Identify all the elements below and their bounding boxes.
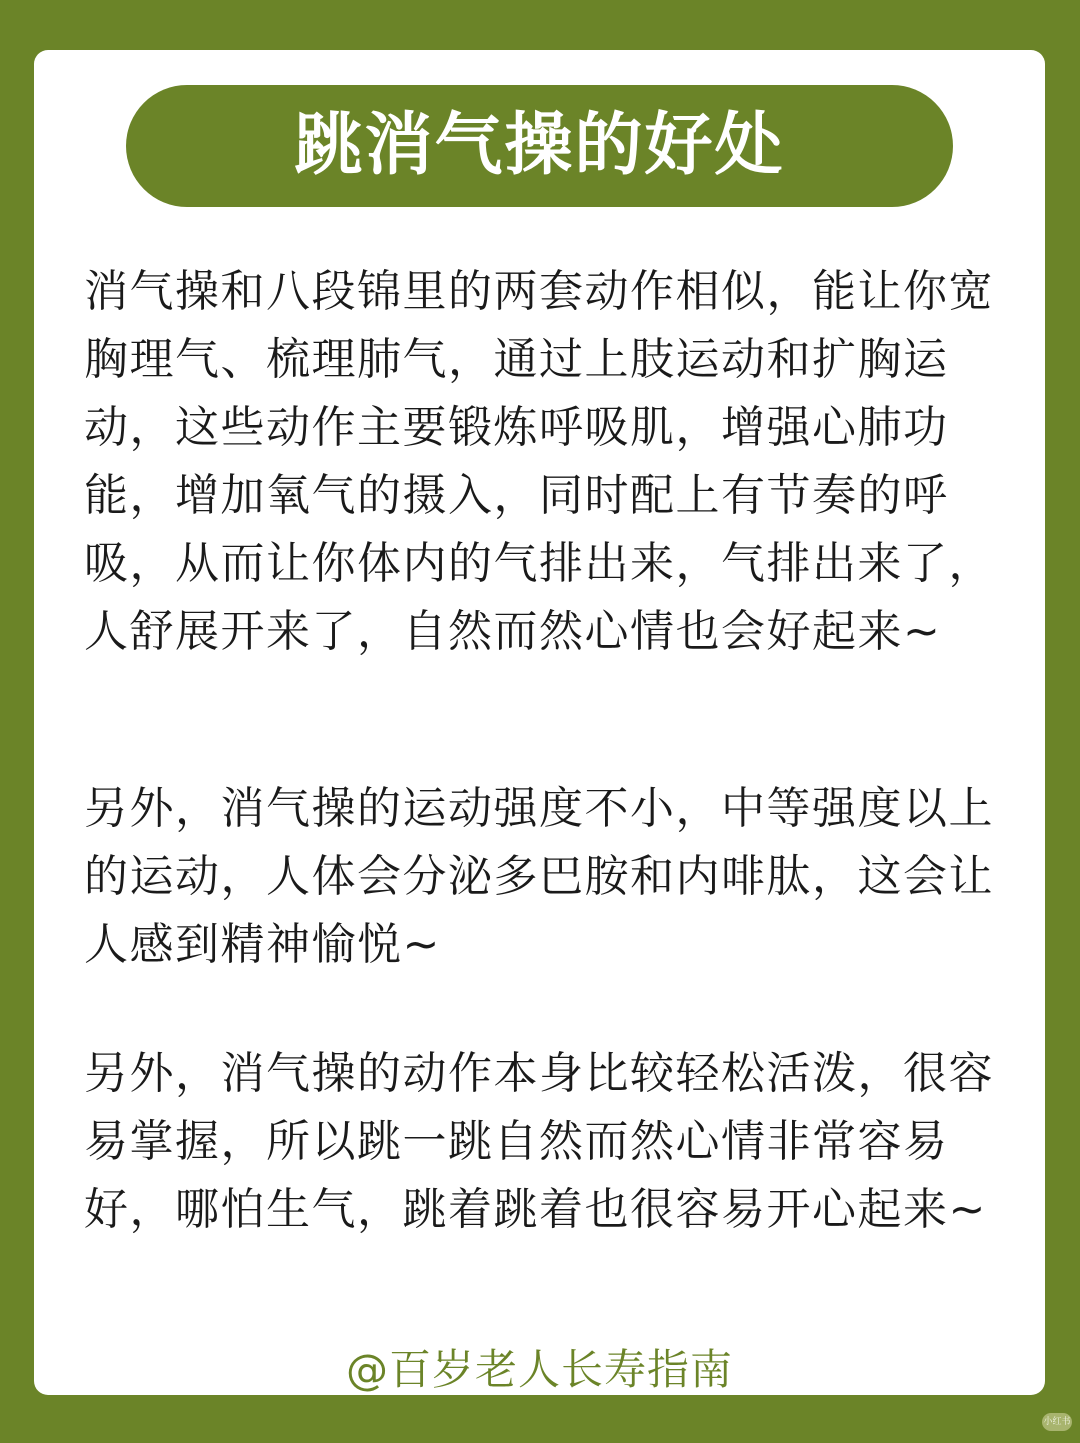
paragraph-3: 另外，消气操的动作本身比较轻松活泼，很容易掌握，所以跳一跳自然而然心情非常容易好，哪怕生气，跳着跳着也很容易开心起来~ [84,1048,994,1235]
content-card [34,50,1045,1395]
paragraph-2: 另外，消气操的运动强度不小，中等强度以上的运动，人体会分泌多巴胺和内啡肽，这会让人感到精神愉悦~ [84,783,994,970]
author-signature: @百岁老人长寿指南 [345,1345,733,1394]
paragraph-1: 消气操和八段锦里的两套动作相似，能让你宽胸理气、梳理肺气，通过上肢运动和扩胸运动，这些动作主要锻炼呼吸肌，增强心肺功能，增加氧气的摄入，同时配上有节奏的呼吸，从而让你体内的气排出来，气排出来了，人舒展开来了，自然而然心情也会好起来~ [84,266,994,657]
watermark-logo: 小红书 [1042,1413,1072,1431]
page-title: 跳消气操的好处 [294,106,785,185]
title-banner [126,85,953,207]
